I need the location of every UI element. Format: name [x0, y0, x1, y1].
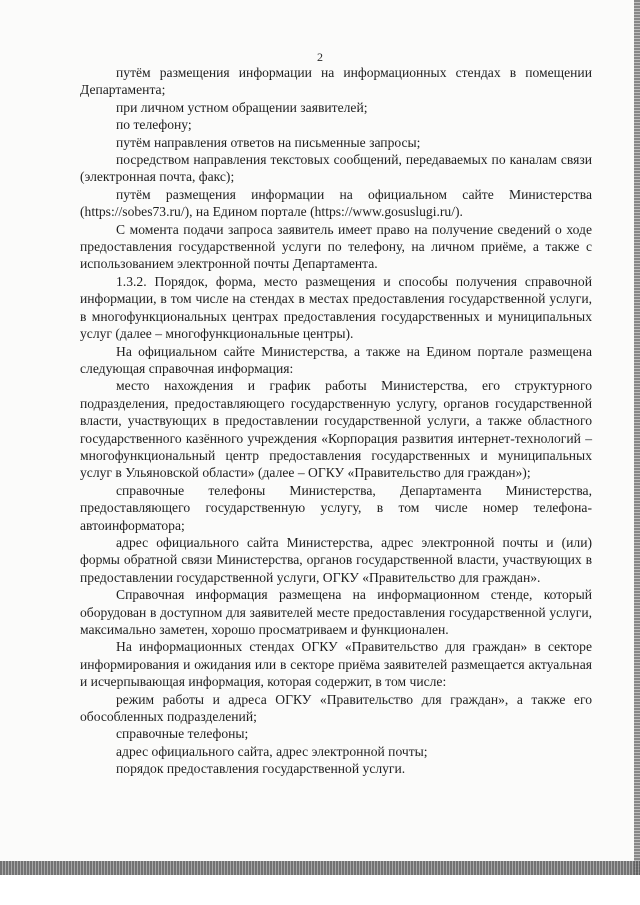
- paragraph: На информационных стендах ОГКУ «Правительство для граждан» в секторе информирования и ожидания или в секторе приёма заявителей размещается актуальная и исчерпывающая информация, которая содержит, в том числе:: [80, 639, 592, 690]
- paragraph: режим работы и адреса ОГКУ «Правительство для граждан», а также его обособленных подразделений;: [80, 691, 592, 725]
- paragraph: адрес официального сайта Министерства, адрес электронной почты и (или) формы обратной связи Министерства, органов государственной власти, участвующих в предоставлении государственной услуги, ОГКУ «Правительство для граждан».: [80, 534, 592, 585]
- page-number: 2: [317, 50, 323, 64]
- scan-border-bottom: [0, 861, 640, 875]
- paragraph: адрес официального сайта, адрес электронной почты;: [116, 743, 428, 759]
- paragraph: 1.3.2. Порядок, форма, место размещения и способы получения справочной информации, в том числе на стендах в местах предоставления государственной услуги, в многофункциональных центрах предоставления государственных и муниципальных услуг (далее – многофункциональные центры).: [80, 273, 592, 342]
- paragraph: С момента подачи запроса заявитель имеет право на получение сведений о ходе предоставления государственной услуги по телефону, на личном приёме, а также с использованием электронной почты Департамента.: [80, 221, 592, 272]
- paragraph: путём направления ответов на письменные запросы;: [116, 134, 421, 150]
- paragraph: справочные телефоны;: [116, 726, 249, 742]
- page-bottom-margin: [0, 875, 640, 905]
- paragraph: путём размещения информации на информационных стендах в помещении Департамента;: [80, 65, 592, 98]
- paragraph: место нахождения и график работы Министерства, его структурного подразделения, предоставляющего государственную услугу, органов государственной власти, участвующих в предоставлении государственной услуги, а также областного государственного казённого учреждения «Корпорация развития интернет-технологий – многофункциональный центр предоставления государственных и муниципальных услуг в Ульяновской области» (далее – ОГКУ «Правительство для граждан»);: [80, 378, 592, 481]
- scan-border-right: [634, 0, 640, 875]
- paragraph: Справочная информация размещена на информационном стенде, который оборудован в доступном для заявителей месте предоставления государственной услуги, максимально заметен, хорошо просматриваем и функционален.: [80, 587, 592, 637]
- paragraph: На официальном сайте Министерства, а также на Едином портале размещена следующая справочная информация:: [80, 343, 592, 376]
- paragraph: при личном устном обращении заявителей;: [116, 99, 368, 115]
- document-body: [80, 64, 592, 778]
- paragraph: справочные телефоны Министерства, Департамента Министерства, предоставляющего государственную услугу, в том числе номер телефона-автоинформатора;: [80, 482, 592, 533]
- paragraph: путём размещения информации на официальном сайте Министерства (https://sobes73.ru/), на Едином портале (https://www.gosuslugi.ru/).: [80, 186, 592, 220]
- paragraph: по телефону;: [116, 117, 192, 133]
- paragraph: порядок предоставления государственной услуги.: [116, 761, 406, 777]
- paragraph: посредством направления текстовых сообщений, передаваемых по каналам связи (электронная почта, факс);: [80, 152, 592, 185]
